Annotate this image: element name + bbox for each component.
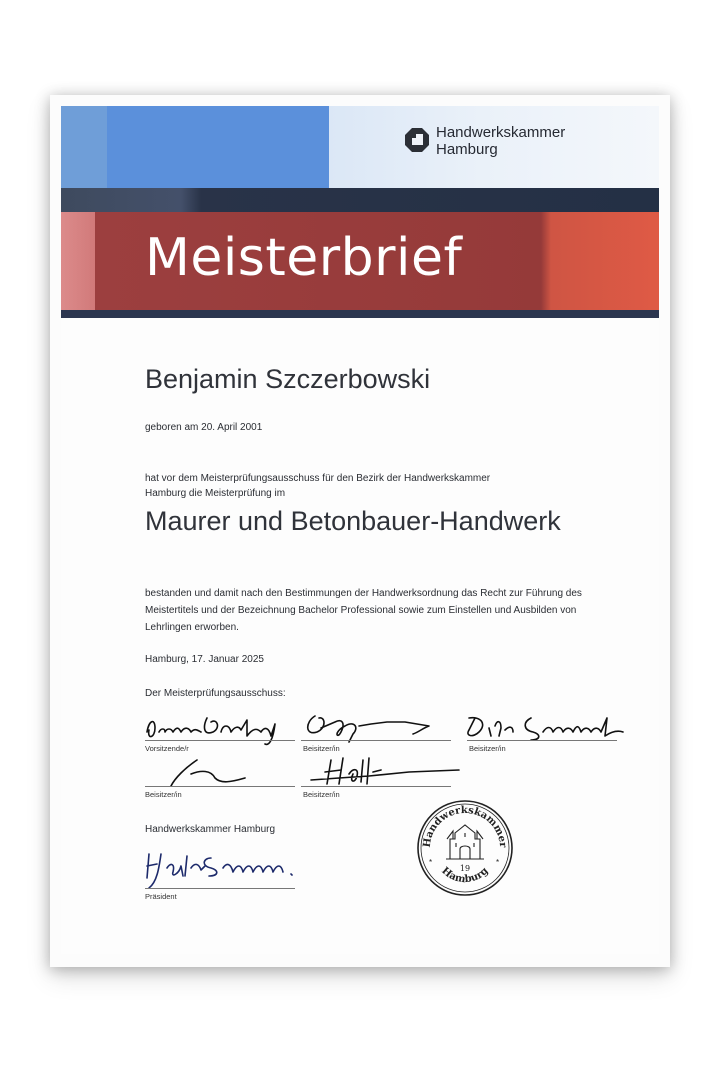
title-bottom-stripe (61, 310, 659, 318)
signature-line-assessor-2 (467, 740, 617, 741)
signature-assessor-4 (309, 754, 469, 790)
signature-line-president (145, 888, 295, 889)
place-date: Hamburg, 17. Januar 2025 (145, 654, 264, 665)
seal-star-left: * (429, 858, 433, 867)
seal-top-text: Handwerkskammer (421, 804, 509, 849)
header-blue-band (61, 106, 659, 188)
signature-president (141, 848, 311, 892)
document-title: Meisterbrief (145, 228, 463, 288)
signature-assessor-2 (461, 710, 641, 748)
header-dark-band (61, 188, 659, 212)
trade-name: Maurer und Betonbauer-Handwerk (145, 506, 561, 536)
chamber-label: Handwerkskammer Hamburg (145, 824, 276, 835)
signature-line-assessor-4 (301, 786, 451, 787)
label-chair: Vorsitzende/r (145, 744, 189, 753)
seal-bottom-text: Hamburg (439, 865, 491, 886)
seal-castle-icon (446, 825, 484, 859)
signature-assessor-1 (301, 710, 451, 748)
label-assessor-2: Beisitzer/in (469, 744, 506, 753)
hamburg-seal-icon (416, 799, 514, 897)
seal-number: 19 (459, 864, 471, 873)
committee-label: Der Meisterprüfungsausschuss: (145, 688, 286, 699)
signature-assessor-3 (161, 756, 281, 790)
org-name: Handwerkskammer Hamburg (436, 124, 566, 158)
label-assessor-4: Beisitzer/in (303, 790, 340, 799)
seal-star-right: * (496, 858, 500, 867)
label-president: Präsident (145, 892, 177, 901)
certificate (61, 106, 659, 954)
signature-line-assessor-1 (301, 740, 451, 741)
recipient-name: Benjamin Szczerbowski (145, 364, 431, 394)
hwk-logo-icon (405, 128, 429, 152)
label-assessor-3: Beisitzer/in (145, 790, 182, 799)
rights-text: bestanden und damit nach den Bestimmungen der Handwerksordnung das Recht zur Führung des Meistertitels und der Bezeichnung Bachelor Professional sowie zum Einstellen und Ausbilden von Lehrlingen erworben. (145, 588, 582, 633)
signature-chair (143, 710, 293, 748)
birth-date: geboren am 20. April 2001 (145, 422, 263, 433)
label-assessor-1: Beisitzer/in (303, 744, 340, 753)
intro-text: hat vor dem Meisterprüfungsausschuss für den Bezirk der Handwerkskammer Hamburg die Meisterprüfung im (145, 473, 491, 499)
signature-line-chair (145, 740, 295, 741)
signature-line-assessor-3 (145, 786, 295, 787)
